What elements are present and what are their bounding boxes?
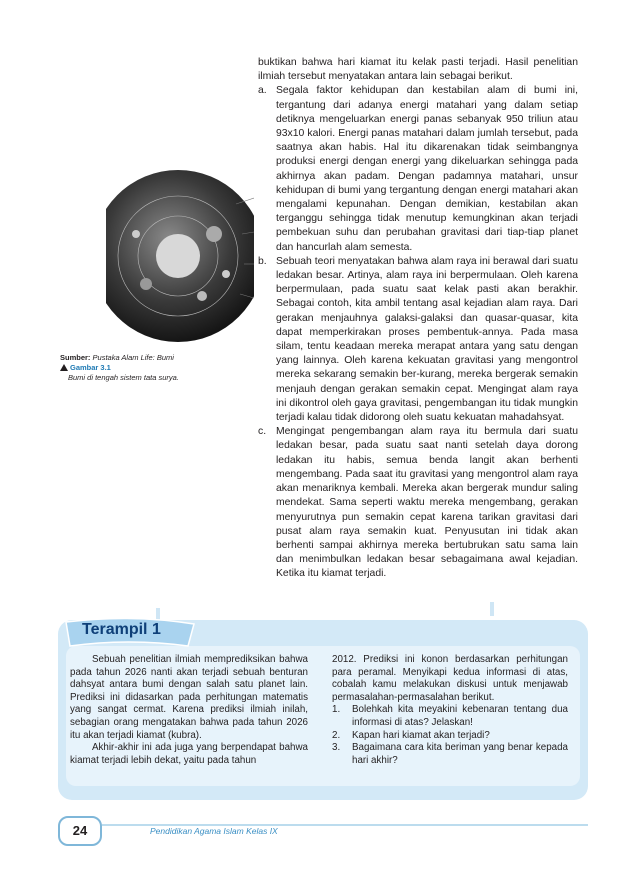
figure-caption	[60, 353, 245, 383]
question-item	[332, 730, 568, 743]
solar-system-figure	[106, 164, 254, 344]
figure-description: Bumi di tengah sistem tata surya.	[68, 373, 179, 382]
box-right-intro: 2012. Prediksi ini konon berdasarkan perhitungan para peramal. Menyikapi kedua informasi di atas, cobalah kamu melakukan diskusi untuk menjawab permasalahan-permasalahan berikut.	[332, 654, 568, 703]
box-right-column	[332, 654, 568, 767]
box-paragraph: Akhir-akhir ini ada juga yang berpendapat bahwa kiamat terjadi lebih dekat, yaitu pada tahun	[70, 742, 308, 766]
question-marker: 2.	[332, 729, 341, 741]
source-text: Pustaka Alam Life: Bumi	[92, 353, 174, 362]
triangle-icon	[60, 364, 68, 371]
list-marker: c.	[258, 426, 267, 438]
list-text: Segala faktor kehidupan dan kestabilan alam di bumi ini, tergantung dari adanya energi matahari yang dalam setiap detiknya mengeluarkan energi panas sebanyak 950 triliun atau 93x10 kalori. Energi panas matahari dalam jumlah tersebut, pada saatnya akan habis. Hal itu dikarenakan tidak seimbangnya produksi energi dengan energi yang dikeluarkan sehingga pada akhirnya akan padam. Dengan padamnya matahari, unsur kehidupan di bumi yang tergantung dengan energi matahari akan mengalami kepunahan. Dengan demikian, kestabilan akan terganggu sehingga tidak menutup kemungkinan akan terjadi pembekuan suhu dan perubahan gravitasi dari tiap-tiap planet dan hancurlah alam semesta.	[276, 85, 578, 253]
intro-paragraph: buktikan bahwa hari kiamat itu kelak pasti terjadi. Hasil penelitian ilmiah tersebut menyatakan antara lain sebagai berikut.	[258, 57, 578, 83]
terampil-box	[58, 606, 588, 802]
question-marker: 3.	[332, 742, 341, 754]
page-footer	[58, 812, 588, 848]
book-title: Pendidikan Agama Islam Kelas IX	[150, 826, 278, 836]
list-item-c	[258, 425, 578, 581]
list-item-a	[258, 84, 578, 254]
figure-source	[60, 353, 245, 363]
question-text: Bagaimana cara kita beriman yang benar kepada hari akhir?	[352, 742, 568, 766]
question-item	[332, 742, 568, 767]
list-text: Mengingat pengembangan alam raya itu bermula dari suatu ledakan besar, pada suatu saat nanti setelah daya dorong ledakan itu habis, semua benda langit akan berhenti mengembang. Pada saat itu gravitasi yang mengontrol alam raya akan menariknya kembali. Mereka akan bergerak mundur saling mendekat. Sama seperti waktu mereka mengembang, gerakan menyurutnya pun semakin cepat karena tarikan gravitasi dari pusat alam raya semakin kuat. Penyusutan ini tidak akan berhenti sampai akhirnya mereka bertubrukan satu sama lain dan menimbulkan ledakan besar sebagaimana awal kejadian. Ketika itu kiamat terjadi.	[276, 426, 578, 580]
question-text: Bolehkah kita meyakini kebenaran tentang dua informasi di atas? Jelaskan!	[352, 704, 568, 728]
source-label: Sumber:	[60, 353, 91, 362]
question-text: Kapan hari kiamat akan terjadi?	[352, 729, 490, 741]
figure-label: Gambar 3.1	[70, 363, 111, 372]
question-marker: 1.	[332, 704, 341, 716]
box-left-column	[70, 654, 308, 767]
list-marker: a.	[258, 85, 267, 97]
list-item-b	[258, 255, 578, 425]
page-number: 24	[58, 816, 102, 846]
list-text: Sebuah teori menyatakan bahwa alam raya ini berawal dari suatu ledakan besar. Artinya, alam raya ini berpermulaan. Oleh karena berpermulaan, pada suatu saat kelak pasti akan berakhir. Sebagai contoh, kita ambil tentang asal kejadian alam raya. Dari gerakan menjauhnya galaksi-galaksi dan quasar-quasar, kita dapat memperkirakan proses pembentuk-annya. Pada masa silam, tentu keadaan mereka merapat antara yang satu dengan yang lainnya. Oleh karena kekuatan gravitasi yang mengontrol mereka sekarang semakin ber-kurang, mereka bergerak semakin menjauh dengan gerakan semakin cepat. Mengingat alam raya ini dikontrol oleh gaya gravitasi, pengembangan itu tidak mungkin terjadi kalau tidak didorong oleh suatu kekuatan mahadahsyat.	[276, 255, 578, 424]
question-item	[332, 704, 568, 729]
box-paragraph: Sebuah penelitian ilmiah memprediksikan bahwa pada tahun 2026 nanti akan terjadi sebuah benturan dahsyat antara bumi dengan salah satu planet lain. Prediksi ini didasarkan pada perhitungan matematis yang sangat cermat. Karena prediksi ilmiah inilah, sebagian orang mengatakan bahwa pada tahun 2026 itu akan terjadi kiamat (kubra).	[70, 654, 308, 741]
box-title: Terampil 1	[82, 621, 161, 638]
solar-system-illustration	[106, 164, 254, 344]
main-text	[258, 56, 578, 582]
list-marker: b.	[258, 255, 267, 267]
